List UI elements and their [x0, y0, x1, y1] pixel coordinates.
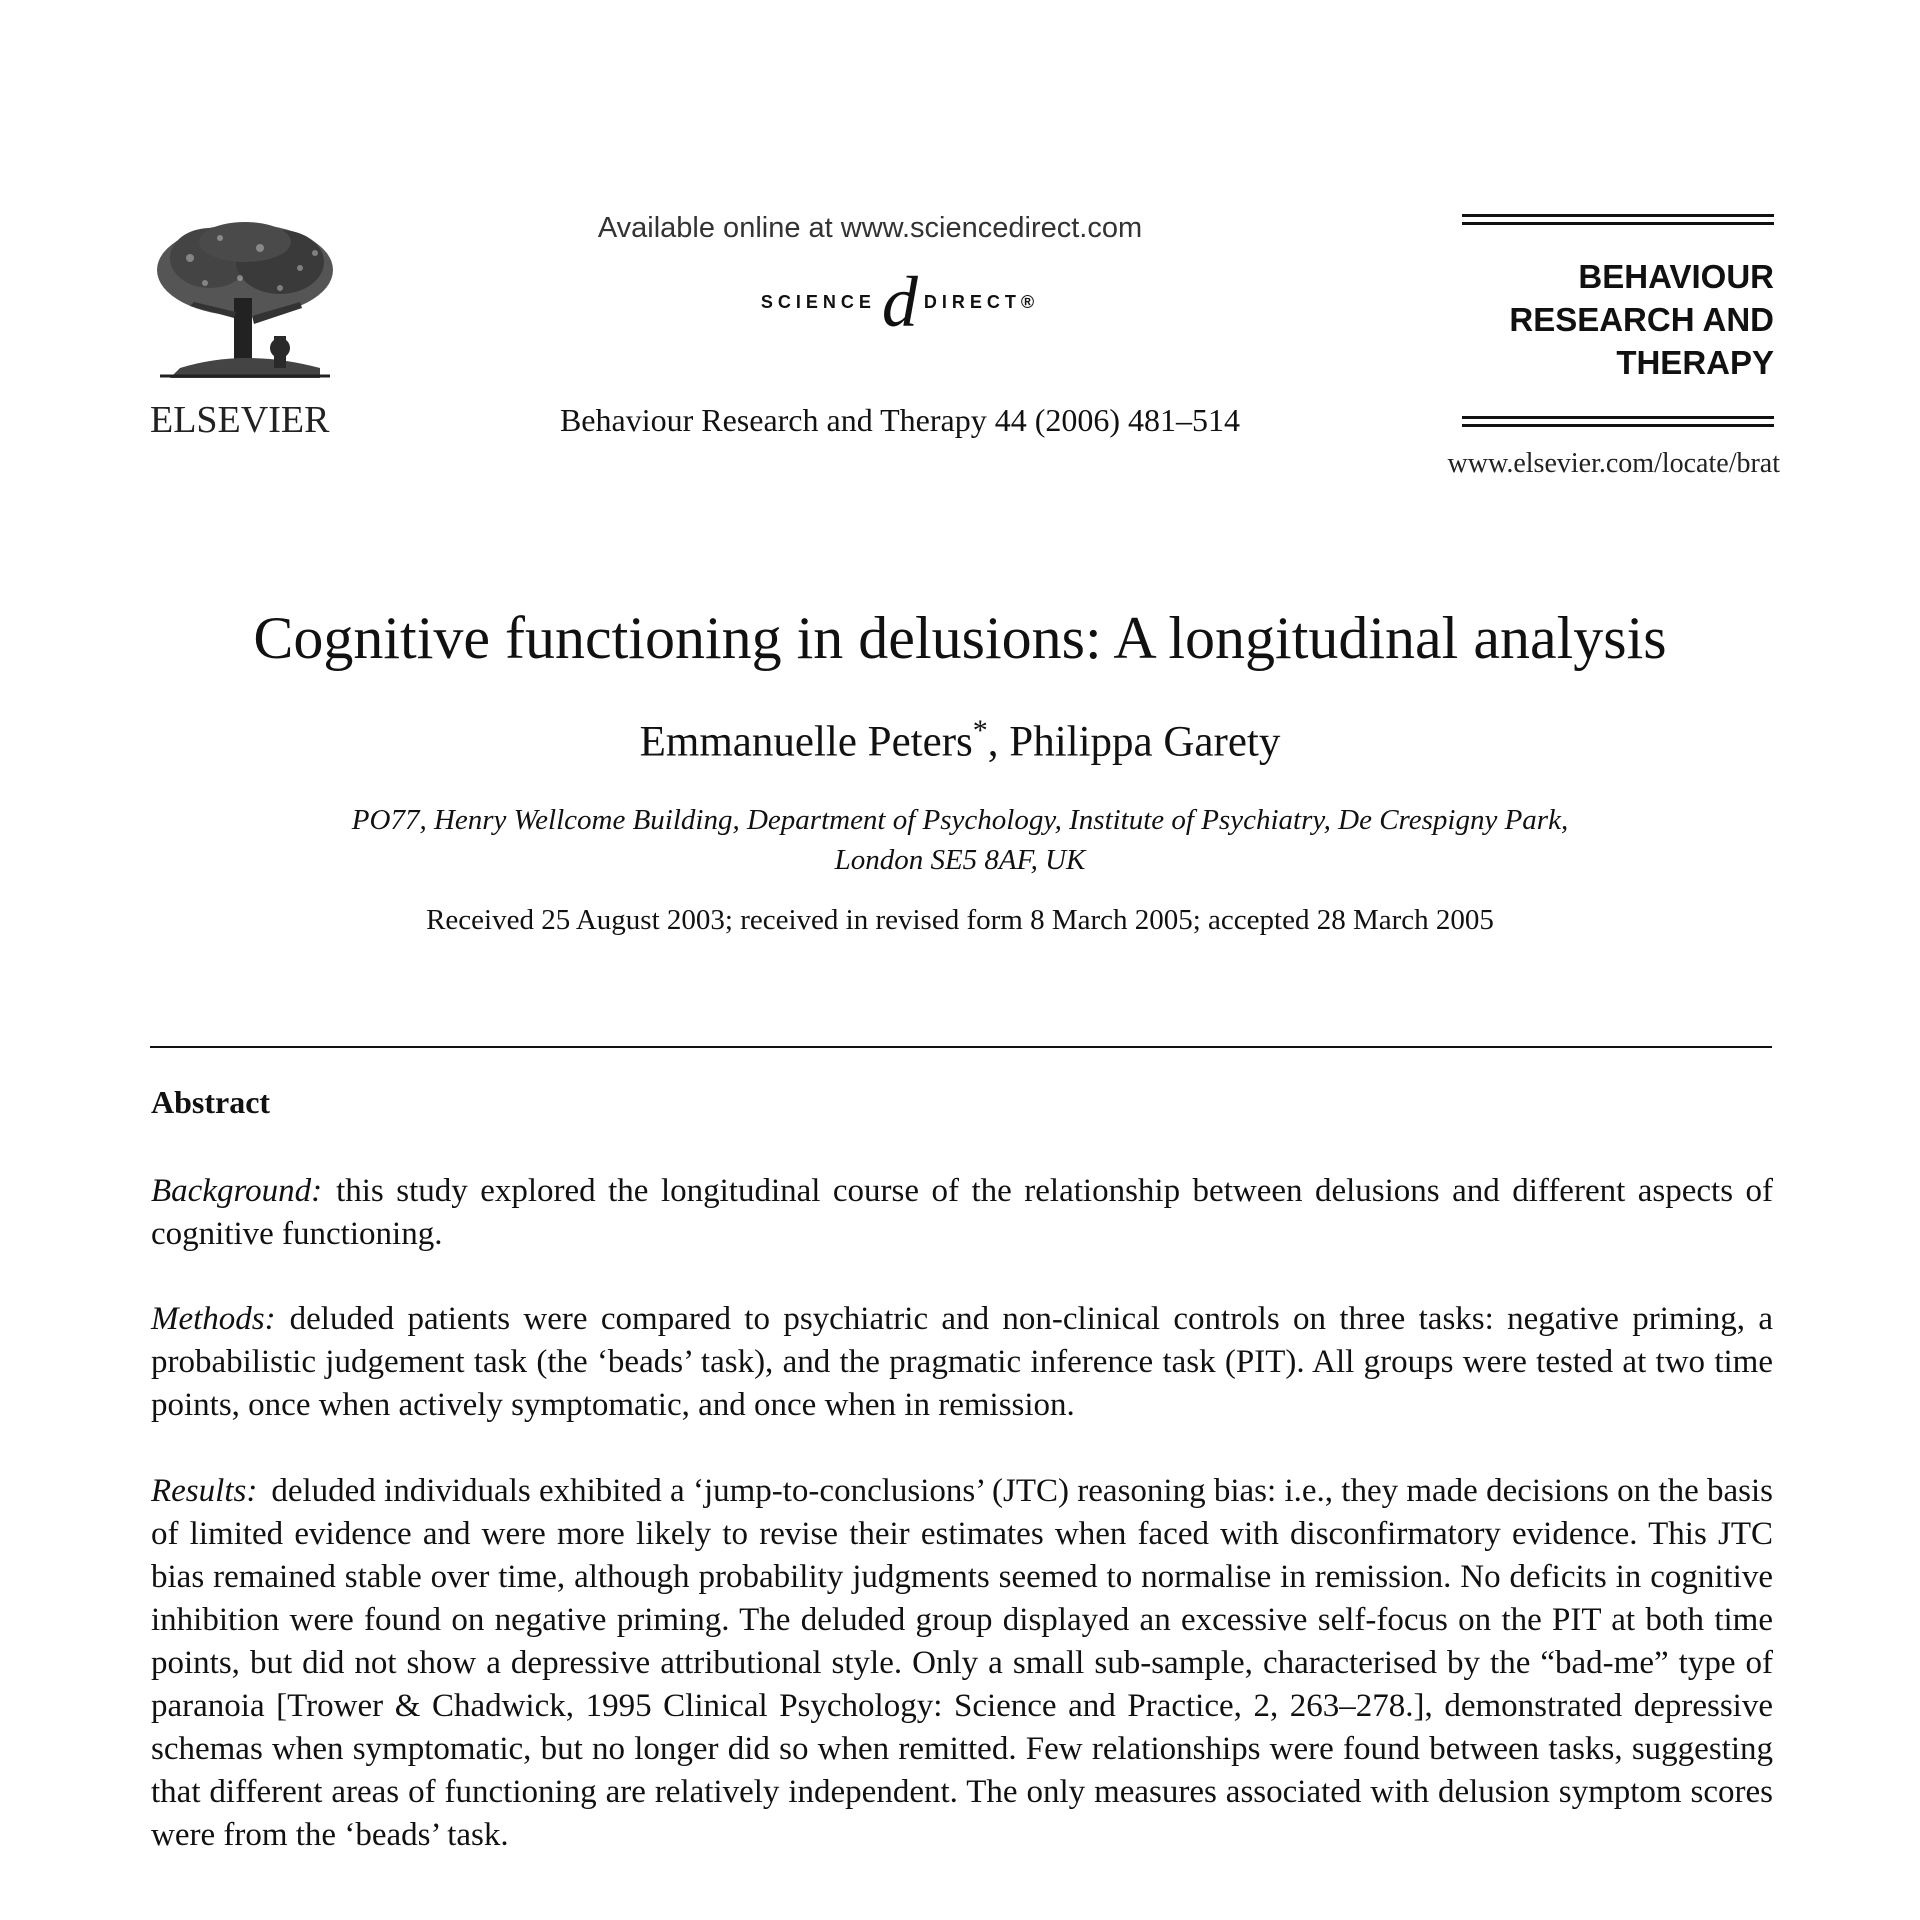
paper-title: Cognitive functioning in delusions: A longitudinal analysis	[253, 605, 1667, 671]
abstract-methods-paragraph	[151, 1298, 1773, 1427]
journal-citation: Behaviour Research and Therapy 44 (2006) 481–514	[559, 402, 1241, 438]
abstract-section-label: Background:	[151, 1173, 323, 1209]
received-dates: Received 25 August 2003; received in revised form 8 March 2005; accepted 28 March 2005	[426, 904, 1494, 936]
journal-url-link[interactable]: www.elsevier.com/locate/brat	[1447, 448, 1780, 479]
elsevier-tree-icon	[150, 218, 340, 388]
affiliation	[150, 800, 1770, 880]
journal-name-line: BEHAVIOUR	[1578, 258, 1774, 295]
divider	[1462, 222, 1774, 225]
sciencedirect-at-icon: d	[881, 262, 918, 342]
abstract-background-paragraph	[151, 1170, 1773, 1256]
journal-name	[1462, 255, 1774, 384]
journal-name-line: RESEARCH AND	[1509, 301, 1774, 338]
author-name[interactable]: Emmanuelle Peters	[639, 718, 973, 766]
sciencedirect-logo-right: DIRECT®	[923, 291, 1040, 312]
divider	[1462, 424, 1774, 427]
corresponding-author-marker[interactable]: *	[972, 714, 988, 747]
divider	[1462, 416, 1774, 419]
affiliation-line: London SE5 8AF, UK	[834, 844, 1086, 876]
abstract-section-text: this study explored the longitudinal course of the relationship between delusions and different aspects of cognitive functioning.	[151, 1173, 1773, 1252]
abstract-section-label: Results:	[151, 1473, 258, 1509]
journal-name-line: THERAPY	[1616, 344, 1774, 381]
sciencedirect-logo[interactable]	[700, 262, 1100, 342]
elsevier-wordmark: ELSEVIER	[150, 399, 330, 441]
available-online-text[interactable]: Available online at www.sciencedirect.com	[597, 212, 1143, 244]
divider	[150, 1046, 1772, 1048]
author-name[interactable]: Philippa Garety	[1009, 718, 1281, 766]
abstract-section-label: Methods:	[151, 1301, 276, 1337]
elsevier-logo	[150, 218, 340, 441]
affiliation-line: PO77, Henry Wellcome Building, Department of Psychology, Institute of Psychiatry, De Crespigny Park,	[351, 804, 1569, 836]
abstract-section-text: deluded individuals exhibited a ‘jump-to-conclusions’ (JTC) reasoning bias: i.e., they made decisions on the basis of limited evidence and were more likely to revise their estimates when faced with disconfirmatory evidence. This JTC bias remained stable over time, although probability judgments seemed to normalise in remission. No deficits in cognitive inhibition were found on negative priming. The deluded group displayed an excessive self-focus on the PIT at both time points, but did not show a depressive attributional style. Only a small sub-sample, characterised by the “bad-me” type of paranoia [Trower & Chadwick, 1995 Clinical Psychology: Science and Practice, 2, 263–278.], demonstrated depressive schemas when symptomatic, but no longer did so when remitted. Few relationships were found between tasks, suggesting that different areas of functioning are relatively independent. The only measures associated with delusion symptom scores were from the ‘beads’ task.	[151, 1473, 1773, 1853]
author-separator: ,	[987, 718, 1010, 766]
abstract-results-paragraph	[151, 1470, 1773, 1857]
sciencedirect-logo-left: SCIENCE	[760, 291, 876, 312]
abstract-heading: Abstract	[151, 1084, 271, 1120]
author-list	[100, 714, 1820, 766]
journal-name-box	[1462, 214, 1774, 432]
abstract-section-text: deluded patients were compared to psychiatric and non-clinical controls on three tasks: negative priming, a probabilistic judgement task (the ‘beads’ task), and the pragmatic inference task (PIT). All groups were tested at two time points, once when actively symptomatic, and once when in remission.	[151, 1301, 1773, 1423]
divider	[1462, 214, 1774, 217]
